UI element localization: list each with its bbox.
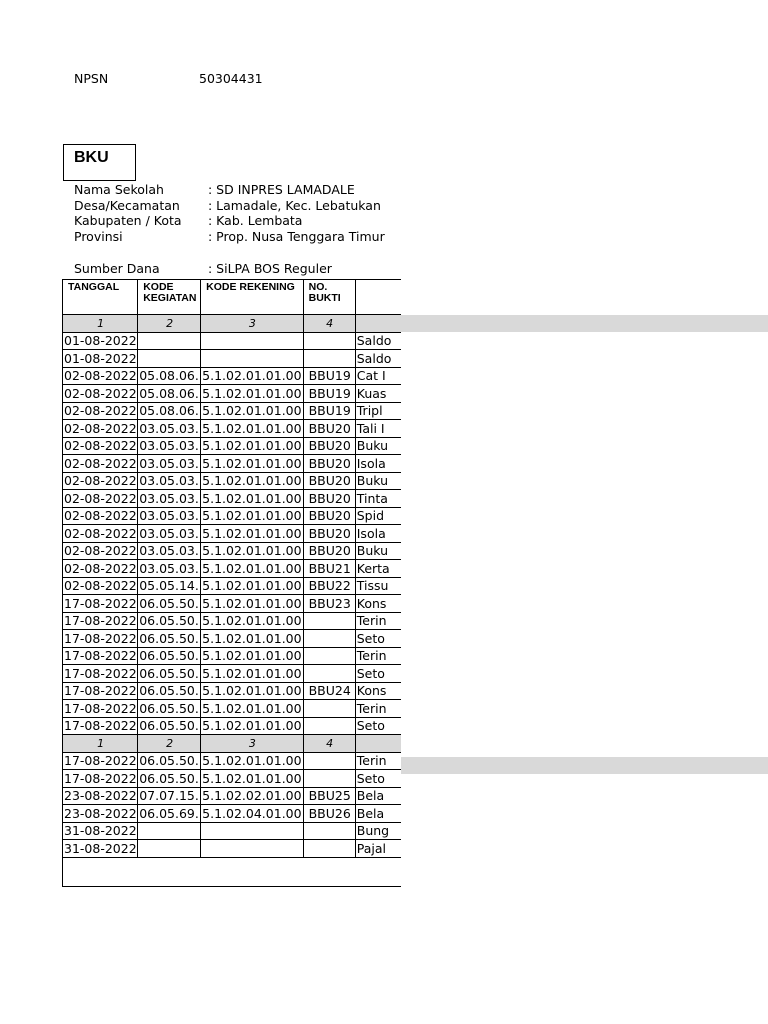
table-cell: BBU20 xyxy=(303,472,355,490)
table-cell: Seto xyxy=(355,665,401,683)
table-row xyxy=(63,647,402,665)
table-cell: 17-08-2022 xyxy=(64,770,137,786)
table-cell: 06.05.50. xyxy=(139,718,199,734)
table-cell xyxy=(138,350,201,368)
table-cell: 05.08.06. xyxy=(139,368,199,384)
table-cell: 03.05.03. xyxy=(139,438,199,454)
number-row-band xyxy=(401,757,768,774)
table-cell: 07.07.15. xyxy=(139,788,199,804)
info-value: : Prop. Nusa Tenggara Timur xyxy=(208,228,385,244)
table-cell: 05.08.06. xyxy=(139,403,199,419)
table-cell: 17-08-2022 xyxy=(64,595,137,611)
table-cell: 5.1.02.01.01.00 xyxy=(202,700,302,716)
table-cell xyxy=(201,350,303,368)
table-row xyxy=(63,752,402,770)
table-cell: Terin xyxy=(355,612,401,630)
table-cell: BBU26 xyxy=(303,805,355,823)
table-cell: 03.05.03. xyxy=(139,455,199,471)
table-row xyxy=(63,787,402,805)
table-cell: 02-08-2022 xyxy=(64,385,137,401)
info-label: Provinsi xyxy=(74,228,123,244)
info-value: : SD INPRES LAMADALE xyxy=(208,182,355,197)
table-cell: Saldo xyxy=(355,350,401,368)
number-row-band xyxy=(401,315,768,332)
column-number-row xyxy=(63,735,402,753)
sumber-dana-label: Sumber Dana xyxy=(74,261,160,276)
table-cell: BBU21 xyxy=(303,560,355,578)
table-cell: 17-08-2022 xyxy=(64,683,137,699)
table-cell xyxy=(303,840,355,858)
table-row xyxy=(63,437,402,455)
table-cell: 02-08-2022 xyxy=(64,578,137,594)
table-cell: 5.1.02.01.01.00 xyxy=(202,455,302,471)
table-header-row xyxy=(63,280,402,315)
table-cell: 5.1.02.01.01.00 xyxy=(202,630,302,646)
col-header: KODE REKENING xyxy=(201,280,303,315)
table-cell: 5.1.02.01.01.00 xyxy=(202,753,302,769)
table-cell: 5.1.02.01.01.00 xyxy=(202,385,302,401)
table-cell: 5.1.02.01.01.00 xyxy=(202,665,302,681)
table-cell: 23-08-2022 xyxy=(64,788,137,804)
table-cell xyxy=(201,332,303,350)
table-cell xyxy=(303,612,355,630)
table-cell: 5.1.02.01.01.00 xyxy=(202,490,302,506)
table-cell: Bela xyxy=(355,787,401,805)
table-cell: 23-08-2022 xyxy=(64,805,137,821)
table-row xyxy=(63,472,402,490)
table-cell xyxy=(138,840,201,858)
npsn-value: 50304431 xyxy=(199,71,263,86)
table-cell: 17-08-2022 xyxy=(64,630,137,646)
table-cell: 02-08-2022 xyxy=(64,525,137,541)
table-cell: Bung xyxy=(355,822,401,840)
table-cell: 5.1.02.01.01.00 xyxy=(202,420,302,436)
table-cell: 5.1.02.04.01.00 xyxy=(202,805,302,821)
column-number: 1 xyxy=(63,735,138,753)
table-cell: 02-08-2022 xyxy=(64,473,137,489)
table-cell xyxy=(303,717,355,735)
table-row xyxy=(63,350,402,368)
table-cell xyxy=(201,840,303,858)
table-cell: Seto xyxy=(355,770,401,788)
table-cell: Kuas xyxy=(355,385,401,403)
table-cell: 5.1.02.01.01.00 xyxy=(202,508,302,524)
table-cell: 01-08-2022 xyxy=(64,350,137,366)
column-number: 4 xyxy=(303,735,355,753)
column-number: 3 xyxy=(201,735,303,753)
table-cell: 02-08-2022 xyxy=(64,368,137,384)
column-number xyxy=(355,735,401,753)
info-label: Kabupaten / Kota xyxy=(74,213,182,228)
table-cell: 06.05.50. xyxy=(139,595,199,611)
table-cell: 06.05.50. xyxy=(139,770,199,786)
table-cell: 02-08-2022 xyxy=(64,420,137,436)
table-footer-row xyxy=(63,857,402,886)
table-cell: 17-08-2022 xyxy=(64,665,137,681)
table-cell: 17-08-2022 xyxy=(64,700,137,716)
table-cell: BBU20 xyxy=(303,542,355,560)
table-cell xyxy=(303,700,355,718)
table-cell: BBU20 xyxy=(303,455,355,473)
table-cell: 31-08-2022 xyxy=(64,823,137,839)
table-cell: 5.1.02.01.01.00 xyxy=(202,683,302,699)
table-cell xyxy=(303,665,355,683)
table-row xyxy=(63,332,402,350)
table-row xyxy=(63,805,402,823)
school-info xyxy=(74,182,385,277)
table-cell: 02-08-2022 xyxy=(64,508,137,524)
table-row xyxy=(63,385,402,403)
table-cell xyxy=(303,647,355,665)
table-cell: 5.1.02.01.01.00 xyxy=(202,403,302,419)
table-cell: 17-08-2022 xyxy=(64,753,137,769)
table-cell: 05.05.14. xyxy=(139,578,199,594)
npsn-label: NPSN xyxy=(74,71,109,86)
table-cell: Pajal xyxy=(355,840,401,858)
table-cell: 5.1.02.01.01.00 xyxy=(202,543,302,559)
table-row xyxy=(63,717,402,735)
table-cell: Kons xyxy=(355,682,401,700)
table-cell: 5.1.02.01.01.00 xyxy=(202,368,302,384)
table-cell: 5.1.02.01.01.00 xyxy=(202,473,302,489)
table-cell: Buku xyxy=(355,542,401,560)
table-cell: 17-08-2022 xyxy=(64,613,137,629)
table-cell: 03.05.03. xyxy=(139,508,199,524)
table-cell: 06.05.50. xyxy=(139,665,199,681)
table-row xyxy=(63,612,402,630)
table-cell: Tissu xyxy=(355,577,401,595)
table-row xyxy=(63,420,402,438)
table-cell: 03.05.03. xyxy=(139,543,199,559)
table-cell: Isola xyxy=(355,455,401,473)
table-row xyxy=(63,560,402,578)
table-cell: Seto xyxy=(355,630,401,648)
table-row xyxy=(63,822,402,840)
table-cell xyxy=(201,822,303,840)
table-cell: 01-08-2022 xyxy=(64,333,137,349)
column-number: 2 xyxy=(138,315,201,333)
table-cell: 06.05.69. xyxy=(139,805,199,821)
table-cell: 17-08-2022 xyxy=(64,718,137,734)
table-row xyxy=(63,577,402,595)
table-cell: Terin xyxy=(355,700,401,718)
col-header xyxy=(355,280,401,315)
table-footer-cell xyxy=(63,857,402,886)
col-header: TANGGAL xyxy=(63,280,138,315)
table-cell: 5.1.02.01.01.00 xyxy=(202,438,302,454)
table-cell: 5.1.02.01.01.00 xyxy=(202,560,302,576)
table-cell: 31-08-2022 xyxy=(64,840,137,856)
table-row xyxy=(63,507,402,525)
table-cell xyxy=(303,822,355,840)
table-cell: 02-08-2022 xyxy=(64,438,137,454)
table-cell: 05.08.06. xyxy=(139,385,199,401)
table-cell xyxy=(303,770,355,788)
table-cell: 02-08-2022 xyxy=(64,403,137,419)
info-value: : Kab. Lembata xyxy=(208,213,303,228)
table-cell: Buku xyxy=(355,472,401,490)
table-cell: 06.05.50. xyxy=(139,753,199,769)
col-header: NO. BUKTI xyxy=(303,280,355,315)
table-cell: BBU20 xyxy=(303,420,355,438)
table-cell: 17-08-2022 xyxy=(64,648,137,664)
table-cell: Kerta xyxy=(355,560,401,578)
table-row xyxy=(63,630,402,648)
table-cell: BBU25 xyxy=(303,787,355,805)
table-cell: 02-08-2022 xyxy=(64,543,137,559)
column-number: 2 xyxy=(138,735,201,753)
table-cell: Spid xyxy=(355,507,401,525)
table-cell: Isola xyxy=(355,525,401,543)
table-cell: Buku xyxy=(355,437,401,455)
table-row xyxy=(63,700,402,718)
table-cell: 5.1.02.01.01.00 xyxy=(202,613,302,629)
table-cell: 06.05.50. xyxy=(139,648,199,664)
table-row xyxy=(63,367,402,385)
table-cell: 03.05.03. xyxy=(139,473,199,489)
table-cell: Tripl xyxy=(355,402,401,420)
table-cell: Terin xyxy=(355,647,401,665)
table-row xyxy=(63,542,402,560)
bku-title-box xyxy=(63,144,136,181)
table-cell: BBU20 xyxy=(303,437,355,455)
table-cell: 02-08-2022 xyxy=(64,560,137,576)
table-cell: 03.05.03. xyxy=(139,490,199,506)
table-cell: BBU20 xyxy=(303,525,355,543)
table-cell: BBU20 xyxy=(303,507,355,525)
table-cell: 02-08-2022 xyxy=(64,455,137,471)
column-number: 3 xyxy=(201,315,303,333)
sumber-dana-value: : SiLPA BOS Reguler xyxy=(208,261,332,276)
table-cell: 06.05.50. xyxy=(139,630,199,646)
table-cell xyxy=(138,332,201,350)
table-cell: 5.1.02.02.01.00 xyxy=(202,788,302,804)
table-cell xyxy=(303,350,355,368)
table-cell: BBU19 xyxy=(303,402,355,420)
table-cell: Kons xyxy=(355,595,401,613)
column-number: 1 xyxy=(63,315,138,333)
table-cell xyxy=(303,332,355,350)
table-cell: Seto xyxy=(355,717,401,735)
column-number: 4 xyxy=(303,315,355,333)
table-cell: BBU19 xyxy=(303,385,355,403)
bku-table-wrap xyxy=(62,279,401,887)
table-cell: 5.1.02.01.01.00 xyxy=(202,648,302,664)
table-cell: 03.05.03. xyxy=(139,560,199,576)
table-cell xyxy=(138,822,201,840)
table-row xyxy=(63,770,402,788)
table-row xyxy=(63,840,402,858)
column-number-row xyxy=(63,315,402,333)
table-cell: 5.1.02.01.01.00 xyxy=(202,525,302,541)
table-cell: BBU24 xyxy=(303,682,355,700)
table-cell: 02-08-2022 xyxy=(64,490,137,506)
table-cell: BBU20 xyxy=(303,490,355,508)
table-cell: 5.1.02.01.01.00 xyxy=(202,718,302,734)
table-cell: 5.1.02.01.01.00 xyxy=(202,578,302,594)
table-cell: Tali I xyxy=(355,420,401,438)
table-cell: 06.05.50. xyxy=(139,700,199,716)
info-label: Nama Sekolah xyxy=(74,182,164,197)
table-cell: 03.05.03. xyxy=(139,525,199,541)
table-cell: Tinta xyxy=(355,490,401,508)
table-row xyxy=(63,665,402,683)
info-label: Desa/Kecamatan xyxy=(74,197,180,213)
table-cell: BBU19 xyxy=(303,367,355,385)
table-cell: Cat I xyxy=(355,367,401,385)
table-row xyxy=(63,402,402,420)
table-cell: BBU22 xyxy=(303,577,355,595)
table-cell: Bela xyxy=(355,805,401,823)
table-row xyxy=(63,455,402,473)
table-cell: Saldo xyxy=(355,332,401,350)
column-number xyxy=(355,315,401,333)
table-cell xyxy=(303,752,355,770)
table-cell: 06.05.50. xyxy=(139,613,199,629)
table-row xyxy=(63,682,402,700)
table-cell xyxy=(303,630,355,648)
table-cell: Terin xyxy=(355,752,401,770)
col-header: KODE KEGIATAN xyxy=(138,280,201,315)
info-value: : Lamadale, Kec. Lebatukan xyxy=(208,197,381,213)
bku-table xyxy=(62,279,401,887)
table-cell: 06.05.50. xyxy=(139,683,199,699)
table-cell: BBU23 xyxy=(303,595,355,613)
table-cell: 5.1.02.01.01.00 xyxy=(202,595,302,611)
table-cell: 5.1.02.01.01.00 xyxy=(202,770,302,786)
table-row xyxy=(63,525,402,543)
table-cell: 03.05.03. xyxy=(139,420,199,436)
page-title: BKU xyxy=(74,149,109,166)
table-row xyxy=(63,595,402,613)
table-row xyxy=(63,490,402,508)
